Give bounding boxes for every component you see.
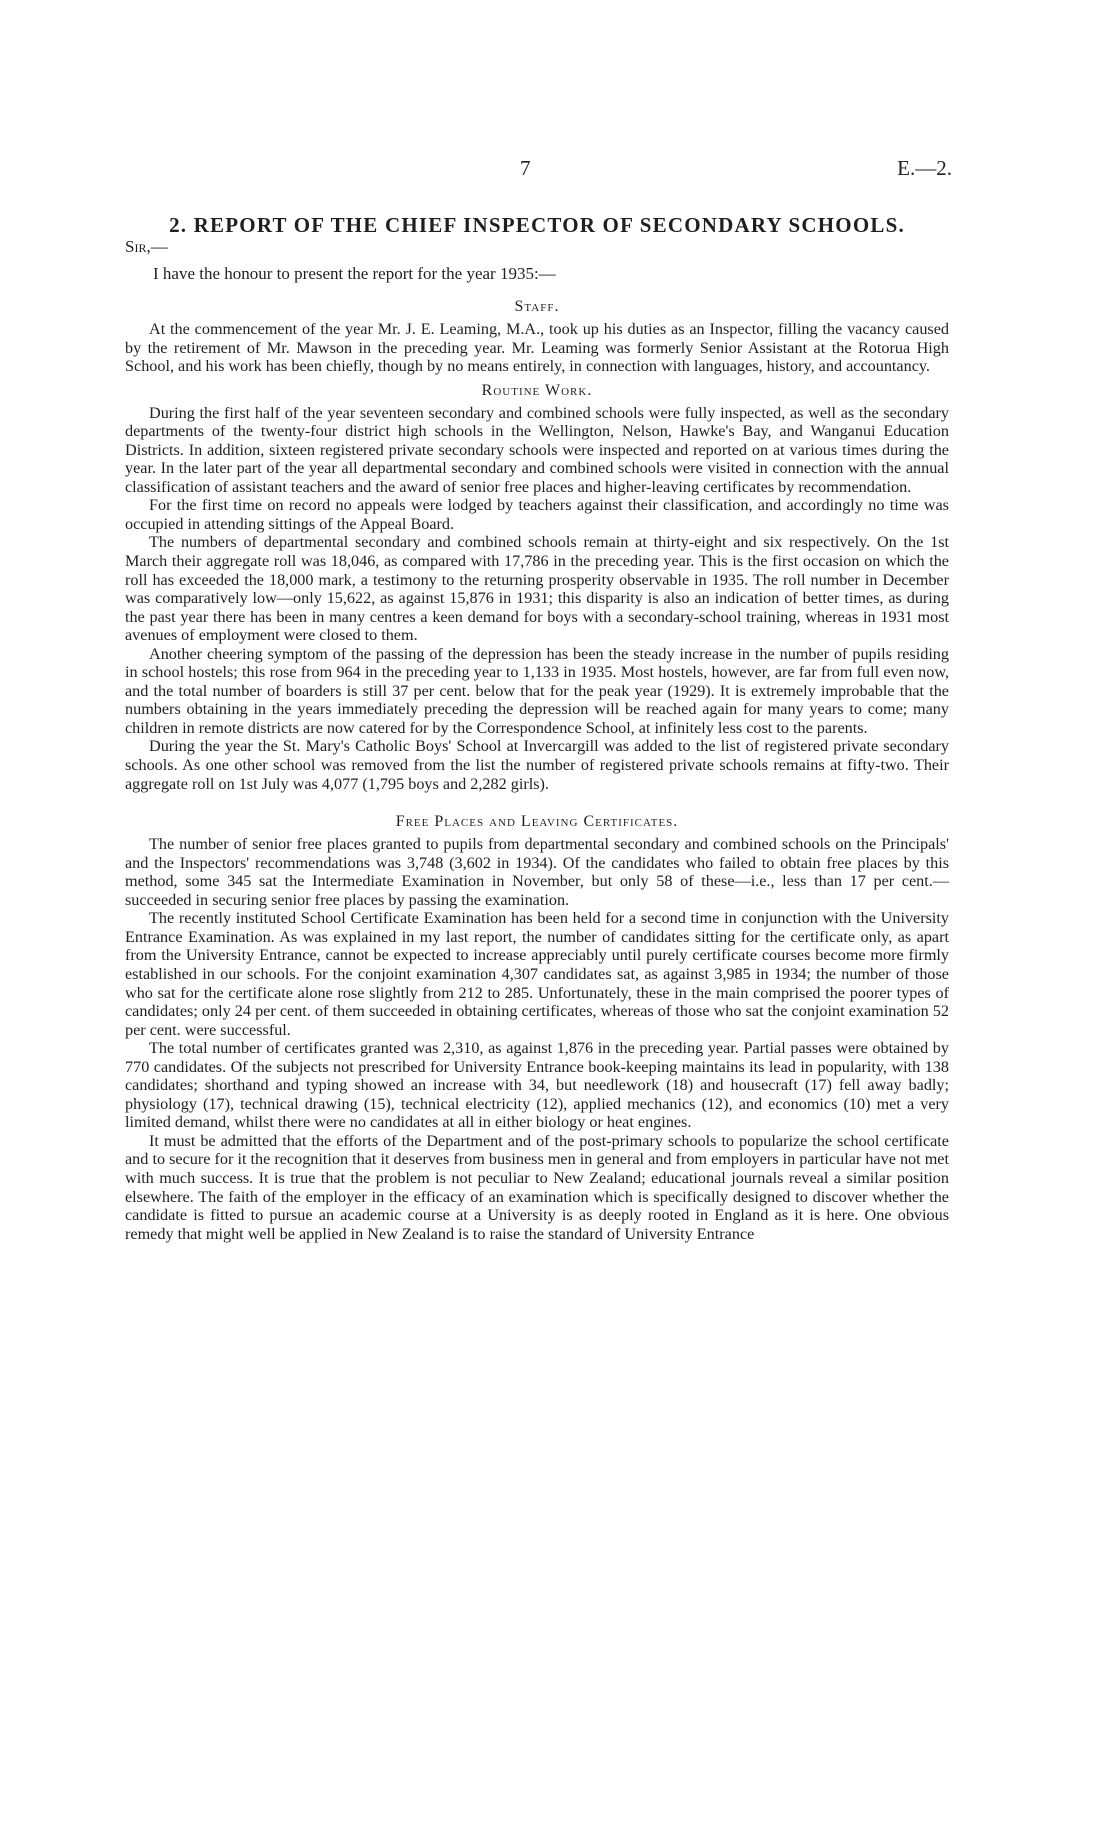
- section-staff: [125, 298, 949, 376]
- paragraph: During the first half of the year seventeen secondary and combined schools were fully inspected, as well as the secondary departments of the twenty-four district high schools in the Wellington, Nelson, Hawke's Bay, and Wanganui Education Districts. In addition, sixteen registered private secondary schools were inspected and reported on at various times during the year. In the later part of the year all departmental secondary and combined schools were visited in connection with the annual classification of assistant teachers and the award of senior free places and higher-leaving certificates by recommendation.: [125, 403, 949, 496]
- paragraph: At the commencement of the year Mr. J. E. Leaming, M.A., took up his duties as an Inspector, filling the vacancy caused by the retirement of Mr. Mawson in the preceding year. Mr. Leaming was formerly Senior Assistant at the Rotorua High School, and his work has been chiefly, though by no means entirely, in connection with languages, history, and accountancy.: [125, 320, 949, 376]
- section-heading: Free Places and Leaving Certificates.: [395, 813, 679, 831]
- section-heading: Routine Work.: [481, 381, 593, 399]
- paragraph: It must be admitted that the efforts of the Department and of the post-primary schools to popularize the school certificate and to secure for it the recognition that it deserves from business men in general and from employers in particular have not met with much success. It is true that the problem is not peculiar to New Zealand; educational journals reveal a similar position elsewhere. The faith of the employer in the efficacy of an examination which is specifically designed to discover whether the candidate is fitted to pursue an academic course at a University is as deeply rooted in England as it is here. One obvious remedy that might well be applied in New Zealand is to raise the standard of University Entrance: [125, 1131, 949, 1243]
- paragraph: The total number of certificates granted was 2,310, as against 1,876 in the preceding year. Partial passes were obtained by 770 candidates. Of the subjects not prescribed for University Entrance book-keeping maintains its lead in popularity, with 138 candidates; shorthand and typing showed an increase with 34, but needlework (18) and housecraft (17) fell away badly; physiology (17), technical drawing (15), technical electricity (12), applied mechanics (12), and economics (10) met a very limited demand, whilst there were no candidates at all in either biology or heat engines.: [125, 1039, 949, 1132]
- report-body: [125, 212, 949, 1243]
- section-heading: Staff.: [514, 298, 560, 315]
- section-free-places: [125, 813, 949, 1243]
- paragraph: For the first time on record no appeals were lodged by teachers against their classification, and accordingly no time was occupied in attending sittings of the Appeal Board.: [125, 496, 949, 533]
- paragraph: The number of senior free places granted to pupils from departmental secondary and combined schools on the Principals' and the Inspectors' recommendations was 3,748 (3,602 in 1934). Of the candidates who failed to obtain free places by this method, some 345 sat the Intermediate Examination in November, but only 58 of these—i.e., less than 17 per cent.—succeeded in securing senior free places by passing the examination.: [125, 835, 949, 909]
- paragraph: The recently instituted School Certificate Examination has been held for a second time in conjunction with the University Entrance Examination. As was explained in my last report, the number of candidates sitting for the certificate only, as apart from the University Entrance, cannot be expected to increase appreciably until purely certificate courses become more firmly established in our schools. For the conjoint examination 4,307 candidates sat, as against 3,985 in 1934; the number of those who sat for the certificate alone rose slightly from 212 to 285. Unfortunately, these in the main comprised the poorer types of candidates; only 24 per cent. of them succeeded in obtaining certificates, whereas of those who sat the conjoint examination 52 per cent. were successful.: [125, 909, 949, 1039]
- intro-text: I have the honour to present the report for the year 1935:—: [153, 264, 556, 283]
- section-routine-work: [125, 382, 949, 793]
- spacer: [125, 793, 949, 807]
- document-code: E.—2.: [897, 156, 952, 180]
- report-title: 2. REPORT OF THE CHIEF INSPECTOR OF SECONDARY SCHOOLS.: [169, 213, 905, 237]
- page-number: 7: [520, 156, 531, 180]
- paragraph: The numbers of departmental secondary and combined schools remain at thirty-eight and six respectively. On the 1st March their aggregate roll was 18,046, as compared with 17,786 in the preceding year. This is the first occasion on which the roll has exceeded the 18,000 mark, a testimony to the returning prosperity observable in 1935. The roll number in December was comparatively low—only 15,622, as against 15,876 in 1931; this disparity is also an indication of better times, as during the past year there has been in many centres a keen demand for boys with a secondary-school training, whereas in 1931 most avenues of employment were closed to them.: [125, 533, 949, 645]
- paragraph: Another cheering symptom of the passing of the depression has been the steady increase in the number of pupils residing in school hostels; this rose from 964 in the preceding year to 1,133 in 1935. Most hostels, however, are far from full even now, and the total number of boarders is still 37 per cent. below that for the peak year (1929). It is extremely improbable that the numbers obtaining in the years immediately preceding the depression will be reached again for many years to come; many children in remote districts are now catered for by the Correspondence School, at infinitely less cost to the parents.: [125, 644, 949, 737]
- salutation: Sir,—: [125, 237, 168, 256]
- paragraph: During the year the St. Mary's Catholic Boys' School at Invercargill was added to the list of registered private secondary schools. As one other school was removed from the list the number of registered private schools remains at fifty-two. Their aggregate roll on 1st July was 4,077 (1,795 boys and 2,282 girls).: [125, 737, 949, 793]
